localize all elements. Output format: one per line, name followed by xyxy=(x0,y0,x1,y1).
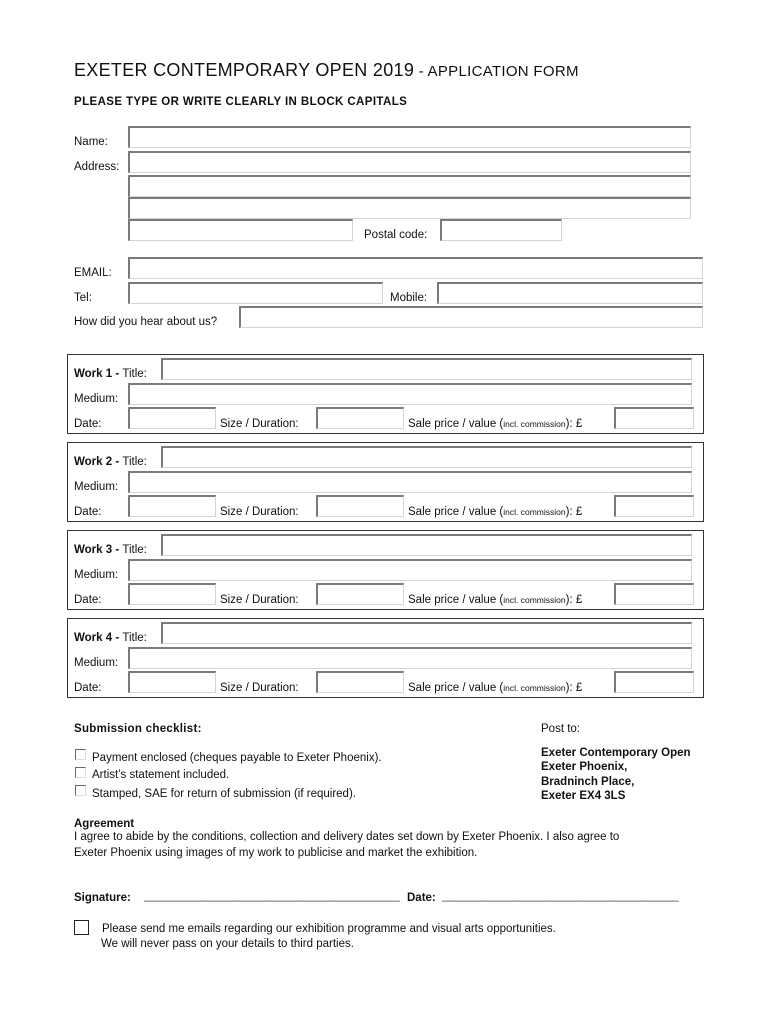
hear-about-label: How did you hear about us? xyxy=(74,316,218,328)
work-4-date-label: Date: xyxy=(74,682,102,694)
work-2-date-label: Date: xyxy=(74,506,102,518)
agreement-heading: Agreement xyxy=(74,818,135,830)
checklist-item-payment: Payment enclosed (cheques payable to Exeter Phoenix). xyxy=(92,752,382,764)
work-4-size-field[interactable] xyxy=(316,671,404,693)
work-2-price-text: Sale price / value ( xyxy=(408,506,504,518)
work-1-price-field[interactable] xyxy=(614,407,694,429)
checklist-heading: Submission checklist: xyxy=(74,723,202,735)
work-2-price-note: incl. commission xyxy=(503,507,566,517)
work-2-medium-label: Medium: xyxy=(74,481,119,493)
email-field[interactable] xyxy=(128,257,703,279)
address-field-line-4[interactable] xyxy=(128,219,353,241)
postal-code-label: Postal code: xyxy=(364,229,428,241)
work-3-label: Work 3 - xyxy=(74,544,123,556)
work-2-size-field[interactable] xyxy=(316,495,404,517)
work-1-size-field[interactable] xyxy=(316,407,404,429)
work-2-title-field[interactable] xyxy=(161,446,692,468)
tel-field[interactable] xyxy=(128,282,383,304)
work-3-price-text: Sale price / value ( xyxy=(408,594,504,606)
email-optin-line-1: Please send me emails regarding our exhibition programme and visual arts opportunities. xyxy=(102,923,556,935)
agreement-text-line-2: Exeter Phoenix using images of my work to publicise and market the exhibition. xyxy=(74,847,478,859)
work-1-title-label xyxy=(74,368,147,380)
post-address-line-4: Exeter EX4 3LS xyxy=(541,790,626,802)
post-to-label: Post to: xyxy=(541,723,580,735)
checkbox-statement[interactable] xyxy=(75,767,86,778)
instruction-text: PLEASE TYPE OR WRITE CLEARLY IN BLOCK CAPITALS xyxy=(74,96,408,108)
work-block-2 xyxy=(67,442,704,522)
work-block-4 xyxy=(67,618,704,698)
work-3-title-label xyxy=(74,544,147,556)
checklist-item-statement: Artist’s statement included. xyxy=(92,769,230,781)
signature-label: Signature: xyxy=(74,892,131,904)
work-3-price-field[interactable] xyxy=(614,583,694,605)
work-2-label: Work 2 - xyxy=(74,456,123,468)
work-4-price-note: incl. commission xyxy=(503,683,566,693)
work-2-date-field[interactable] xyxy=(128,495,216,517)
work-4-price-field[interactable] xyxy=(614,671,694,693)
checklist-item-sae: Stamped, SAE for return of submission (if required). xyxy=(92,788,356,800)
work-1-title-text: Title: xyxy=(122,368,147,380)
post-address-line-3: Bradninch Place, xyxy=(541,776,635,788)
name-field[interactable] xyxy=(128,126,691,148)
email-label: EMAIL: xyxy=(74,267,112,279)
tel-label: Tel: xyxy=(74,292,92,304)
work-4-medium-label: Medium: xyxy=(74,657,119,669)
work-1-title-field[interactable] xyxy=(161,358,692,380)
email-optin-line-2: We will never pass on your details to third parties. xyxy=(101,938,354,950)
checkbox-sae[interactable] xyxy=(75,785,86,796)
work-1-price-text: Sale price / value ( xyxy=(408,418,504,430)
post-address-line-1: Exeter Contemporary Open xyxy=(541,747,691,759)
form-title xyxy=(74,60,579,81)
date-label: Date: xyxy=(407,892,436,904)
address-field-line-3[interactable] xyxy=(128,197,691,219)
work-4-price-label xyxy=(408,682,582,694)
work-3-title-text: Title: xyxy=(122,544,147,556)
work-3-price-suffix: ): £ xyxy=(565,594,583,606)
work-block-1 xyxy=(67,354,704,434)
signature-line[interactable]: ________________________________________ xyxy=(144,890,400,902)
agreement-text-line-1: I agree to abide by the conditions, collection and delivery dates set down by Exeter Phoenix. I also agree to xyxy=(74,831,620,843)
work-2-size-label: Size / Duration: xyxy=(220,506,299,518)
work-3-title-field[interactable] xyxy=(161,534,692,556)
address-field-line-2[interactable] xyxy=(128,175,691,197)
work-1-medium-label: Medium: xyxy=(74,393,119,405)
work-block-3 xyxy=(67,530,704,610)
work-3-size-field[interactable] xyxy=(316,583,404,605)
address-field-line-1[interactable] xyxy=(128,151,691,173)
mobile-field[interactable] xyxy=(437,282,703,304)
work-1-price-label xyxy=(408,418,582,430)
work-1-price-suffix: ): £ xyxy=(565,418,583,430)
work-2-price-label xyxy=(408,506,582,518)
work-2-price-suffix: ): £ xyxy=(565,506,583,518)
work-1-label: Work 1 - xyxy=(74,368,123,380)
work-4-title-field[interactable] xyxy=(161,622,692,644)
work-4-medium-field[interactable] xyxy=(128,647,692,669)
work-2-title-label xyxy=(74,456,147,468)
date-line[interactable]: _____________________________________ xyxy=(442,890,679,902)
work-3-date-label: Date: xyxy=(74,594,102,606)
work-3-price-label xyxy=(408,594,582,606)
work-1-date-field[interactable] xyxy=(128,407,216,429)
work-1-size-label: Size / Duration: xyxy=(220,418,299,430)
form-title-main: EXETER CONTEMPORARY OPEN 2019 xyxy=(74,60,415,80)
work-2-price-field[interactable] xyxy=(614,495,694,517)
hear-about-field[interactable] xyxy=(239,306,703,328)
work-2-medium-field[interactable] xyxy=(128,471,692,493)
checkbox-payment[interactable] xyxy=(75,749,86,760)
work-2-title-text: Title: xyxy=(122,456,147,468)
postal-code-field[interactable] xyxy=(440,219,562,241)
work-3-size-label: Size / Duration: xyxy=(220,594,299,606)
work-3-price-note: incl. commission xyxy=(503,595,566,605)
work-3-medium-field[interactable] xyxy=(128,559,692,581)
work-4-label: Work 4 - xyxy=(74,632,123,644)
work-3-medium-label: Medium: xyxy=(74,569,119,581)
work-3-date-field[interactable] xyxy=(128,583,216,605)
form-title-sub: - APPLICATION FORM xyxy=(414,63,579,80)
work-1-date-label: Date: xyxy=(74,418,102,430)
post-address-line-2: Exeter Phoenix, xyxy=(541,761,628,773)
work-4-size-label: Size / Duration: xyxy=(220,682,299,694)
work-4-date-field[interactable] xyxy=(128,671,216,693)
work-1-price-note: incl. commission xyxy=(503,419,566,429)
work-4-price-text: Sale price / value ( xyxy=(408,682,504,694)
mobile-label: Mobile: xyxy=(390,292,428,304)
work-1-medium-field[interactable] xyxy=(128,383,692,405)
work-4-title-text: Title: xyxy=(122,632,147,644)
name-label: Name: xyxy=(74,136,108,148)
address-label: Address: xyxy=(74,161,120,173)
email-optin-checkbox[interactable] xyxy=(74,920,89,935)
work-4-price-suffix: ): £ xyxy=(565,682,583,694)
work-4-title-label xyxy=(74,632,147,644)
